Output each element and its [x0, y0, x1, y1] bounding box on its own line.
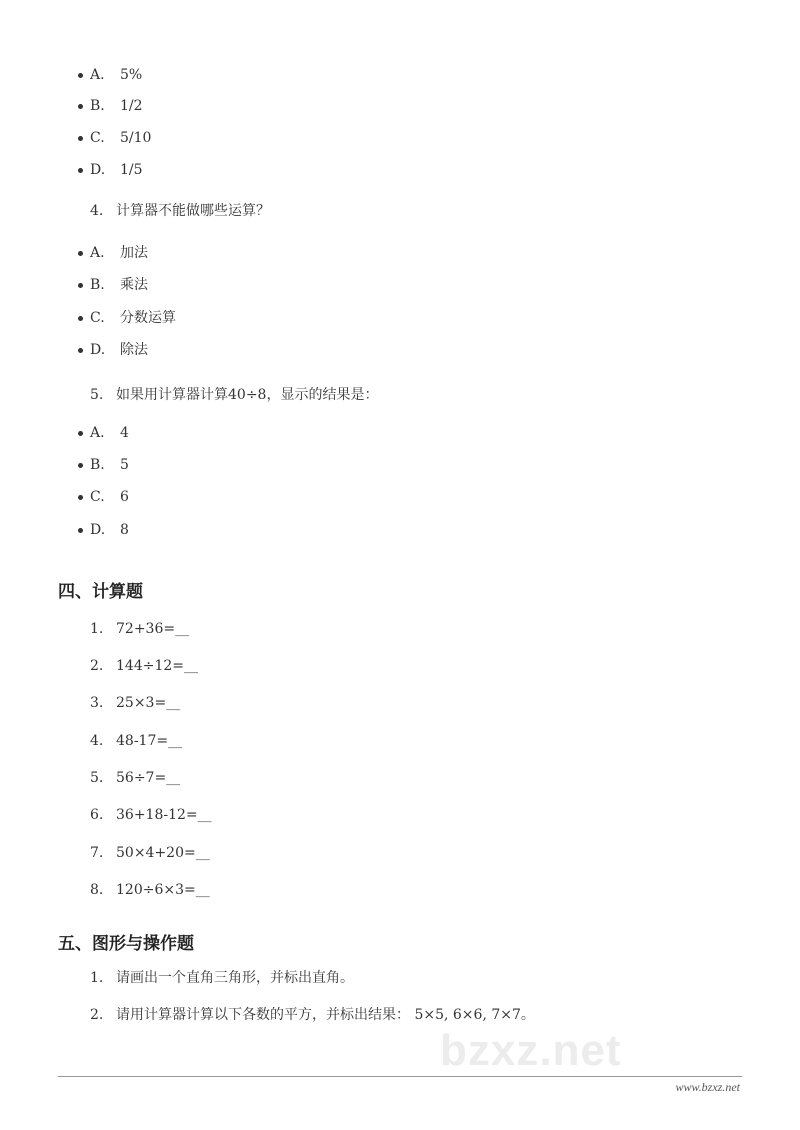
- item-number: 1.: [90, 621, 104, 637]
- list-item: [90, 619, 189, 639]
- option-text: 1/5: [120, 162, 143, 178]
- list-item: [90, 731, 182, 751]
- item-text: 25×3=__: [116, 695, 181, 711]
- bullet-icon: [78, 283, 83, 288]
- option: [90, 128, 151, 148]
- bullet-icon: [78, 104, 83, 109]
- option-label: B.: [90, 98, 105, 114]
- question-5: [90, 385, 378, 405]
- option-label: C.: [90, 130, 105, 146]
- option-label: A.: [90, 425, 105, 441]
- option-text: 1/2: [120, 98, 143, 114]
- list-item: [90, 805, 212, 825]
- list-item: [90, 768, 180, 788]
- bullet-icon: [78, 136, 83, 141]
- option-text: 5%: [120, 67, 143, 83]
- option-label: D.: [90, 342, 106, 358]
- list-item: [90, 1005, 535, 1025]
- item-number: 6.: [90, 807, 104, 823]
- footer-divider: [58, 1076, 742, 1077]
- question-text: 计算器不能做哪些运算？: [116, 203, 270, 219]
- list-item: [90, 843, 210, 863]
- option: [90, 65, 142, 85]
- item-number: 2.: [90, 1007, 104, 1023]
- option-text: 加法: [120, 245, 148, 261]
- option-text: 分数运算: [120, 310, 176, 326]
- item-number: 1.: [90, 970, 104, 986]
- option-label: C.: [90, 489, 105, 505]
- item-number: 8.: [90, 882, 104, 898]
- bullet-icon: [78, 528, 83, 533]
- option: [90, 340, 148, 360]
- option-label: B.: [90, 277, 105, 293]
- option-label: D.: [90, 162, 106, 178]
- bullet-icon: [78, 348, 83, 353]
- item-text: 144÷12=__: [116, 658, 198, 674]
- option-text: 5/10: [120, 130, 152, 146]
- footer-url: www.bzxz.net: [675, 1080, 740, 1094]
- option-label: D.: [90, 522, 106, 538]
- item-text: 72+36=__: [116, 621, 190, 637]
- list-item: [90, 968, 354, 988]
- option: [90, 96, 143, 116]
- bullet-icon: [78, 316, 83, 321]
- item-number: 7.: [90, 845, 104, 861]
- item-text: 50×4+20=__: [116, 845, 210, 861]
- question-text: 如果用计算器计算40÷8，显示的结果是：: [116, 387, 379, 403]
- option-text: 8: [120, 522, 129, 538]
- question-number: 5.: [90, 387, 104, 403]
- item-number: 5.: [90, 770, 104, 786]
- option-text: 乘法: [120, 277, 148, 293]
- item-number: 4.: [90, 733, 104, 749]
- option-label: A.: [90, 245, 105, 261]
- question-4: [90, 201, 270, 221]
- bullet-icon: [78, 463, 83, 468]
- bullet-icon: [78, 73, 83, 78]
- item-text: 36+18-12=__: [116, 807, 212, 823]
- bullet-icon: [78, 495, 83, 500]
- option-label: A.: [90, 67, 105, 83]
- bullet-icon: [78, 251, 83, 256]
- option-label: B.: [90, 457, 105, 473]
- item-number: 2.: [90, 658, 104, 674]
- option-text: 4: [120, 425, 129, 441]
- section-heading: 五、图形与操作题: [58, 934, 194, 954]
- option-text: 6: [120, 489, 129, 505]
- item-number: 3.: [90, 695, 104, 711]
- list-item: [90, 880, 210, 900]
- item-text: 48-17=__: [116, 733, 183, 749]
- option: [90, 423, 129, 443]
- option: [90, 160, 143, 180]
- item-text: 请画出一个直角三角形，并标出直角。: [116, 970, 354, 986]
- list-item: [90, 656, 198, 676]
- item-text: 120÷6×3=__: [116, 882, 210, 898]
- option: [90, 455, 129, 475]
- option-label: C.: [90, 310, 105, 326]
- list-item: [90, 693, 180, 713]
- section-heading: 四、计算题: [58, 582, 143, 602]
- question-number: 4.: [90, 203, 104, 219]
- option-text: 5: [120, 457, 129, 473]
- item-text: 56÷7=__: [116, 770, 181, 786]
- item-text: 请用计算器计算以下各数的平方，并标出结果： 5×5, 6×6, 7×7。: [116, 1007, 535, 1023]
- option: [90, 487, 129, 507]
- option: [90, 520, 129, 540]
- option: [90, 243, 148, 263]
- watermark: bzxz.net: [440, 1026, 622, 1075]
- option: [90, 308, 176, 328]
- option-text: 除法: [120, 342, 148, 358]
- option: [90, 275, 148, 295]
- bullet-icon: [78, 168, 83, 173]
- bullet-icon: [78, 431, 83, 436]
